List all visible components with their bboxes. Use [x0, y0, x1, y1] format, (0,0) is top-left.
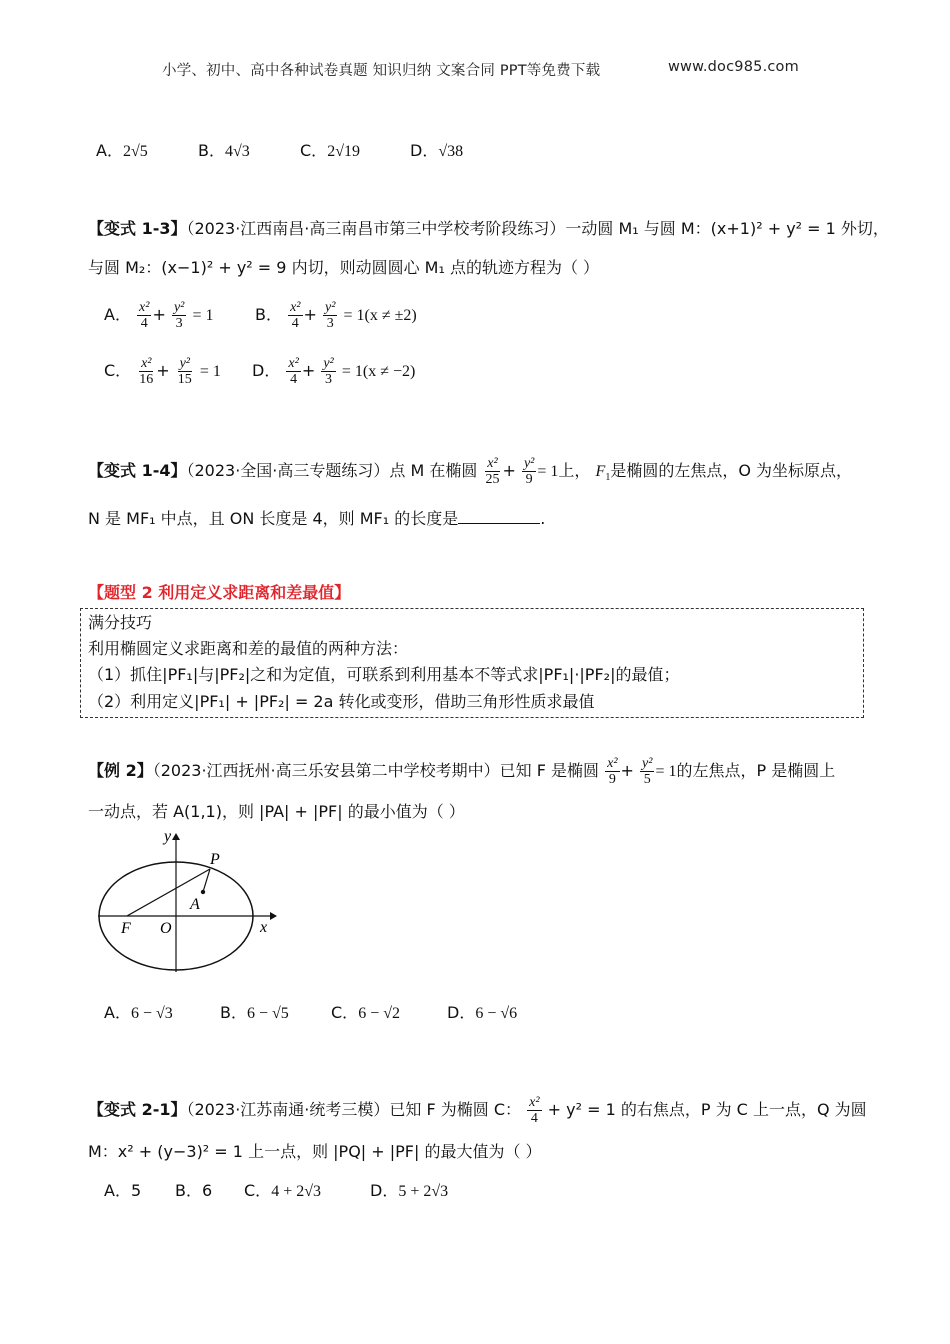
- label-o: O: [160, 920, 172, 937]
- header-text: 小学、初中、高中各种试卷真题 知识归纳 文案合同 PPT等免费下载: [162, 63, 601, 79]
- option-d: D．√38: [410, 141, 464, 160]
- v14-line2: N 是 MF₁ 中点，且 ON 长度是 4，则 MF₁ 的长度是 .: [88, 509, 546, 528]
- ex2-option-b: B．6 − √5: [220, 1003, 289, 1022]
- label-f: F: [121, 920, 131, 937]
- v21-option-a: A．5: [104, 1181, 142, 1200]
- header-url[interactable]: www.doc985.com: [668, 59, 799, 75]
- v13-line1: 【变式 1-3】（2023·江西南昌·高三南昌市第三中学校考阶段练习）一动圆 M₁ 与圆 M：(x+1)² + y² = 1 外切，: [88, 219, 889, 238]
- v21-line1: 【变式 2-1】（2023·江苏南通·统考三模）已知 F 为椭圆 C： $\frac{\text{x²}}{4}$ + y² = 1 的右焦点，P 为 C 上一点，Q 为圆: [88, 1095, 867, 1126]
- ex2-option-a: A．6 − √3: [104, 1003, 173, 1022]
- ex2-line1: 【例 2】（2023·江西抚州·高三乐安县第二中学校考期中）已知 F 是椭圆 $\frac{\text{x²}}{9}$ + $\frac{\text{y²}}{5}$ = 1的左焦点，P 是椭圆上: [88, 756, 836, 787]
- tips-line2: （1）抓住|PF₁|与|PF₂|之和为定值，可联系到利用基本不等式求|PF₁|·|PF₂|的最值；: [88, 665, 680, 684]
- v21-option-d: D．5 + 2√3: [370, 1181, 449, 1200]
- v21-line2: M：x² + (y−3)² = 1 上一点，则 |PQ| + |PF| 的最大值为（ ）: [88, 1142, 542, 1161]
- v13-option-a: A． $\frac{\text{x²}}{4}$ + $\frac{\text{y²}}{3}$ = 1: [104, 300, 214, 331]
- ex2-line2: 一动点，若 A(1,1)，则 |PA| + |PF| 的最小值为（ ）: [88, 802, 465, 821]
- tips-title: 满分技巧: [88, 613, 153, 632]
- ex2-option-d: D．6 − √6: [447, 1003, 518, 1022]
- v13-line2: 与圆 M₂：(x−1)² + y² = 9 内切，则动圆圆心 M₁ 点的轨迹方程为（ ）: [88, 258, 600, 277]
- label-a: A: [190, 896, 200, 913]
- v13-option-b: B． $\frac{\text{x²}}{4}$ + $\frac{\text{y²}}{3}$ = 1(x ≠ ±2): [255, 300, 417, 331]
- label-p: P: [210, 851, 220, 868]
- v14-line1: 【变式 1-4】（2023·全国·高三专题练习）点 M 在椭圆 $\frac{\text{x²}}{25}$ + $\frac{\text{y²}}{9}$ = 1上， $F_1$是椭圆的左焦点，O 为坐标原点，: [88, 456, 852, 487]
- ex2-option-c: C．6 − √2: [331, 1003, 400, 1022]
- option-a: A．2√5: [96, 141, 148, 160]
- option-c: C．2√19: [300, 141, 360, 160]
- option-b: B．4√3: [198, 141, 250, 160]
- label-x: x: [260, 919, 268, 936]
- v13-option-c: C． $\frac{\text{x²}}{16}$ + $\frac{\text{y²}}{15}$ = 1: [104, 356, 221, 387]
- label-y: y: [164, 828, 172, 845]
- y-axis-arrow-icon: [172, 833, 180, 840]
- x-axis-arrow-icon: [270, 912, 277, 920]
- v21-option-b: B．6: [175, 1181, 213, 1200]
- v21-option-c: C．4 + 2√3: [244, 1181, 321, 1200]
- v13-option-d: D． $\frac{\text{x²}}{4}$ + $\frac{\text{y²}}{3}$ = 1(x ≠ −2): [252, 356, 416, 387]
- tips-line3: （2）利用定义|PF₁| + |PF₂| = 2a 转化或变形，借助三角形性质求最值: [88, 692, 595, 711]
- section-title: 【题型 2 利用定义求距离和差最值】: [88, 583, 351, 602]
- tips-line1: 利用椭圆定义求距离和差的最值的两种方法：: [88, 639, 409, 658]
- answer-blank[interactable]: [458, 509, 540, 524]
- point-a: [201, 890, 205, 894]
- ellipse-figure: [80, 826, 280, 976]
